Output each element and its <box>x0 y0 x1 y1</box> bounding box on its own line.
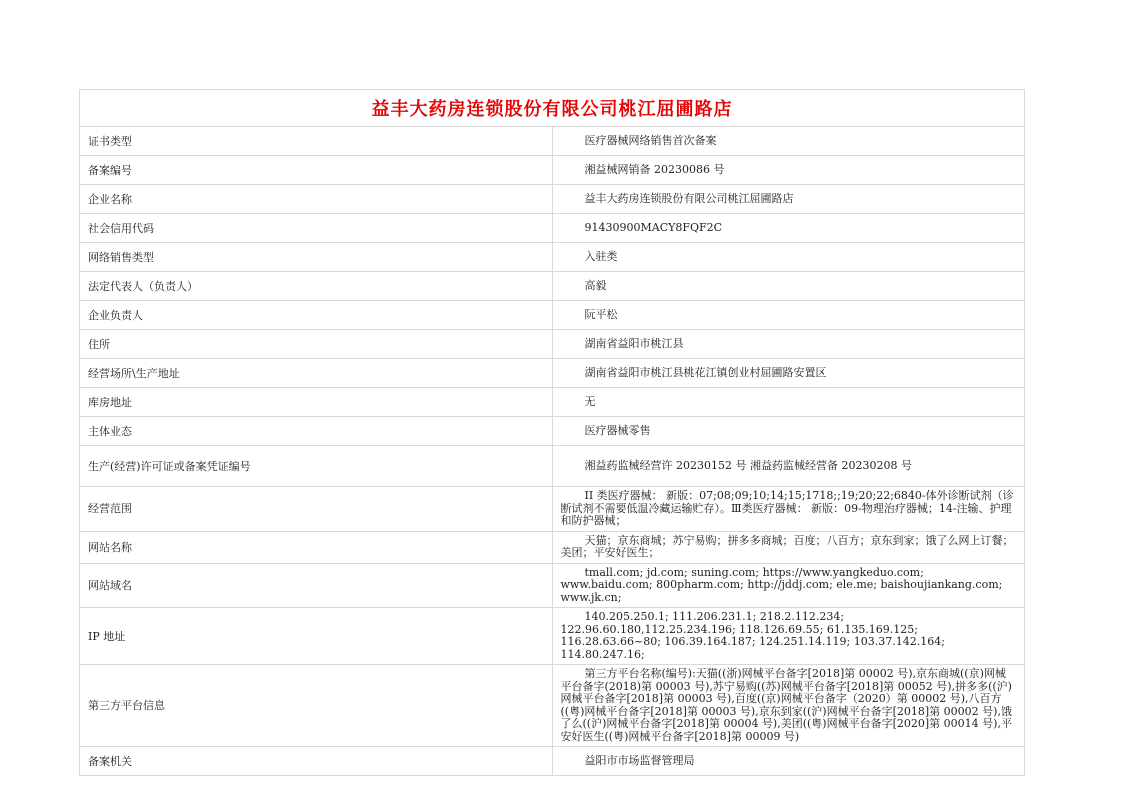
table-row <box>80 156 1025 185</box>
row-label: 备案编号 <box>80 156 553 185</box>
table-row <box>80 417 1025 446</box>
row-label: 生产(经营)许可证或备案凭证编号 <box>80 446 553 487</box>
table-row <box>80 608 1025 665</box>
table-row <box>80 214 1025 243</box>
row-value: 天猫；京东商城；苏宁易购；拼多多商城；百度；八百方；京东到家；饿了么网上订餐；美团；平安好医生； <box>552 531 1025 563</box>
row-label: 库房地址 <box>80 388 553 417</box>
row-label: 网站名称 <box>80 531 553 563</box>
row-value: 益阳市市场监督管理局 <box>552 747 1025 776</box>
row-value: 医疗器械零售 <box>552 417 1025 446</box>
row-value: 湘益械网销备 20230086 号 <box>552 156 1025 185</box>
row-value: 湖南省益阳市桃江县 <box>552 330 1025 359</box>
table-row <box>80 747 1025 776</box>
row-value: 91430900MACY8FQF2C <box>552 214 1025 243</box>
table-row <box>80 301 1025 330</box>
row-label: 网站域名 <box>80 563 553 608</box>
row-value: 第三方平台名称(编号):天猫((浙)网械平台备字[2018]第 00002 号),京东商城((京)网械平台备字(2018)第 00003 号),苏宁易购((苏)网械平台备字[2018]第 00052 号),拼多多((沪)网械平台备字[2018]第 00003 号),百度((京)网械平台备字（2020）第 00002 号),八百方((粤)网械平台备字[2018]第 00003 号),京东到家((沪)网械平台备字[2018]第 00002 号),饿了么((沪)网械平台备字[2018]第 00004 号),美团((粤)网械平台备字[2020]第 00014 号),平安好医生((粤)网械平台备字[2018]第 00009 号) <box>552 665 1025 747</box>
table-row <box>80 563 1025 608</box>
row-value: 入驻类 <box>552 243 1025 272</box>
row-value: II 类医疗器械： 新版：07;08;09;10;14;15;1718;;19;20;22;6840-体外诊断试剂（诊断试剂不需要低温冷藏运输贮存）。Ⅲ类医疗器械： 新版：09-物理治疗器械；14-注输、护理和防护器械； <box>552 487 1025 532</box>
row-label: 证书类型 <box>80 127 553 156</box>
table-row <box>80 487 1025 532</box>
row-label: 社会信用代码 <box>80 214 553 243</box>
row-value: 高毅 <box>552 272 1025 301</box>
row-label: 第三方平台信息 <box>80 665 553 747</box>
row-label: 主体业态 <box>80 417 553 446</box>
row-label: 住所 <box>80 330 553 359</box>
row-label: IP 地址 <box>80 608 553 665</box>
table-row <box>80 330 1025 359</box>
row-label: 经营场所\生产地址 <box>80 359 553 388</box>
table-row <box>80 185 1025 214</box>
table-row <box>80 359 1025 388</box>
row-value: 医疗器械网络销售首次备案 <box>552 127 1025 156</box>
title-row <box>80 90 1025 127</box>
table-row <box>80 446 1025 487</box>
table-row <box>80 388 1025 417</box>
table-row <box>80 243 1025 272</box>
row-value: 140.205.250.1; 111.206.231.1; 218.2.112.234; 122.96.60.180,112.25.234.196; 118.126.69.55; 61.135.169.125; 116.28.63.66~80; 106.39.164.187; 124.251.14.119; 103.37.142.164; 114.80.247.16; <box>552 608 1025 665</box>
table-row <box>80 531 1025 563</box>
row-label: 法定代表人（负责人） <box>80 272 553 301</box>
record-table <box>79 89 1025 776</box>
row-label: 企业负责人 <box>80 301 553 330</box>
row-value: 湖南省益阳市桃江县桃花江镇创业村屈圃路安置区 <box>552 359 1025 388</box>
row-value: tmall.com; jd.com; suning.com; https://www.yangkeduo.com; www.baidu.com; 800pharm.com; http://jddj.com; ele.me; baishoujiankang.com; www.jk.cn; <box>552 563 1025 608</box>
table-row <box>80 665 1025 747</box>
table-row <box>80 272 1025 301</box>
row-label: 网络销售类型 <box>80 243 553 272</box>
row-label: 经营范围 <box>80 487 553 532</box>
row-label: 企业名称 <box>80 185 553 214</box>
row-value: 湘益药监械经营许 20230152 号 湘益药监械经营备 20230208 号 <box>552 446 1025 487</box>
row-value: 阮平松 <box>552 301 1025 330</box>
table-row <box>80 127 1025 156</box>
row-value: 益丰大药房连锁股份有限公司桃江屈圃路店 <box>552 185 1025 214</box>
row-value: 无 <box>552 388 1025 417</box>
document-title: 益丰大药房连锁股份有限公司桃江屈圃路店 <box>80 90 1025 127</box>
record-table-body <box>80 90 1025 776</box>
row-label: 备案机关 <box>80 747 553 776</box>
